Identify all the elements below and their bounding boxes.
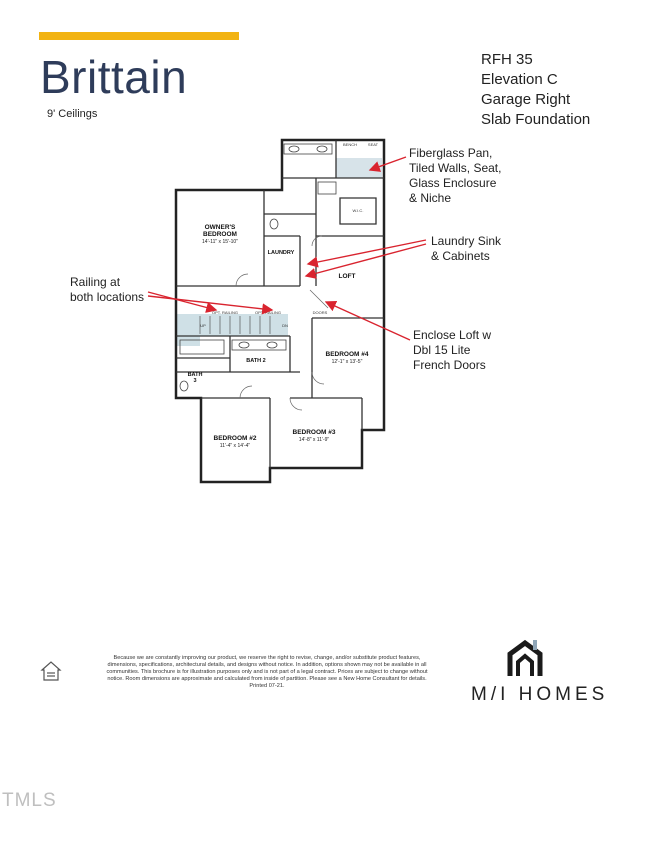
legal-disclaimer: Because we are constantly improving our product, we reserve the right to revise, change, and/or substitute product features, dimensions, specifications, architectural details, and designs without notice. In addition, options shown may not be available in all communities. This brochure is for illustration purposes only and is not part of a legal contract. Prices are subject to change without notice. Room dimensions are approximate and calculated from inside of partition. Please see a New Home Consultant for details. Printed 07-21.	[106, 655, 428, 689]
note-line: both locations	[70, 290, 145, 304]
opt-railing-label: OPT. RAILING	[211, 310, 239, 315]
loft-label: LOFT	[338, 273, 356, 280]
ceiling-note: 9' Ceilings	[47, 108, 98, 120]
brand-logo-icon	[510, 640, 540, 676]
opt-railing-label-right: OPT. RAILING	[254, 310, 282, 315]
seat-label: SEAT	[367, 142, 379, 147]
plan-title: Brittain	[40, 51, 188, 103]
note-line: & Niche	[409, 191, 452, 205]
note-line: Fiberglass Pan,	[409, 146, 493, 160]
bedroom4-label: BEDROOM #4	[325, 351, 369, 358]
loft-arrow	[326, 302, 410, 340]
mls-watermark: TMLS	[2, 790, 57, 811]
bedroom3-dims: 14'-8" x 11'-9"	[298, 437, 330, 443]
note-line: Dbl 15 Lite	[413, 343, 471, 357]
laundry-label: LAUNDRY	[267, 250, 295, 256]
note-line: Tiled Walls, Seat,	[409, 161, 502, 175]
railing-arrow	[148, 292, 216, 310]
bath3-label: 3	[193, 378, 197, 384]
plan-info-line: Elevation C	[481, 71, 558, 88]
note-line: French Doors	[413, 358, 486, 372]
bedroom2-label: BEDROOM #2	[213, 435, 257, 442]
equal-housing-icon	[42, 662, 60, 680]
bedroom2-dims: 11'-4" x 14'-4"	[219, 443, 251, 449]
stair-up-label: UP	[200, 323, 206, 328]
bath3-label: BATH	[187, 372, 203, 378]
bath2-label: BATH 2	[246, 358, 266, 364]
note-line: Railing at	[70, 275, 121, 289]
bench-label: BENCH	[342, 142, 358, 147]
bedroom4-dims: 12'-1" x 13'-5"	[331, 359, 363, 365]
note-line: Laundry Sink	[431, 234, 502, 248]
wic-label: W.I.C.	[352, 208, 364, 213]
note-line: & Cabinets	[431, 249, 490, 263]
plan-info-line: RFH 35	[481, 51, 533, 68]
brand-name: M/I HOMES	[471, 684, 609, 705]
stair-down-label: DN	[282, 323, 288, 328]
stair-landing	[176, 314, 288, 336]
owners-bedroom-dims: 14'-11" x 15'-10"	[202, 239, 238, 245]
bedroom3-label: BEDROOM #3	[292, 429, 336, 436]
plan-info-line: Garage Right	[481, 91, 571, 108]
note-line: Enclose Loft w	[413, 328, 492, 342]
doors-label: DOORS	[312, 310, 328, 315]
owners-bedroom-label: OWNER'S	[204, 224, 236, 231]
room-dimensions	[202, 239, 363, 449]
laundry-arrow	[306, 244, 426, 276]
owners-bedroom-label: BEDROOM	[203, 231, 237, 238]
plan-info-line: Slab Foundation	[481, 111, 591, 128]
note-line: Glass Enclosure	[409, 176, 497, 190]
